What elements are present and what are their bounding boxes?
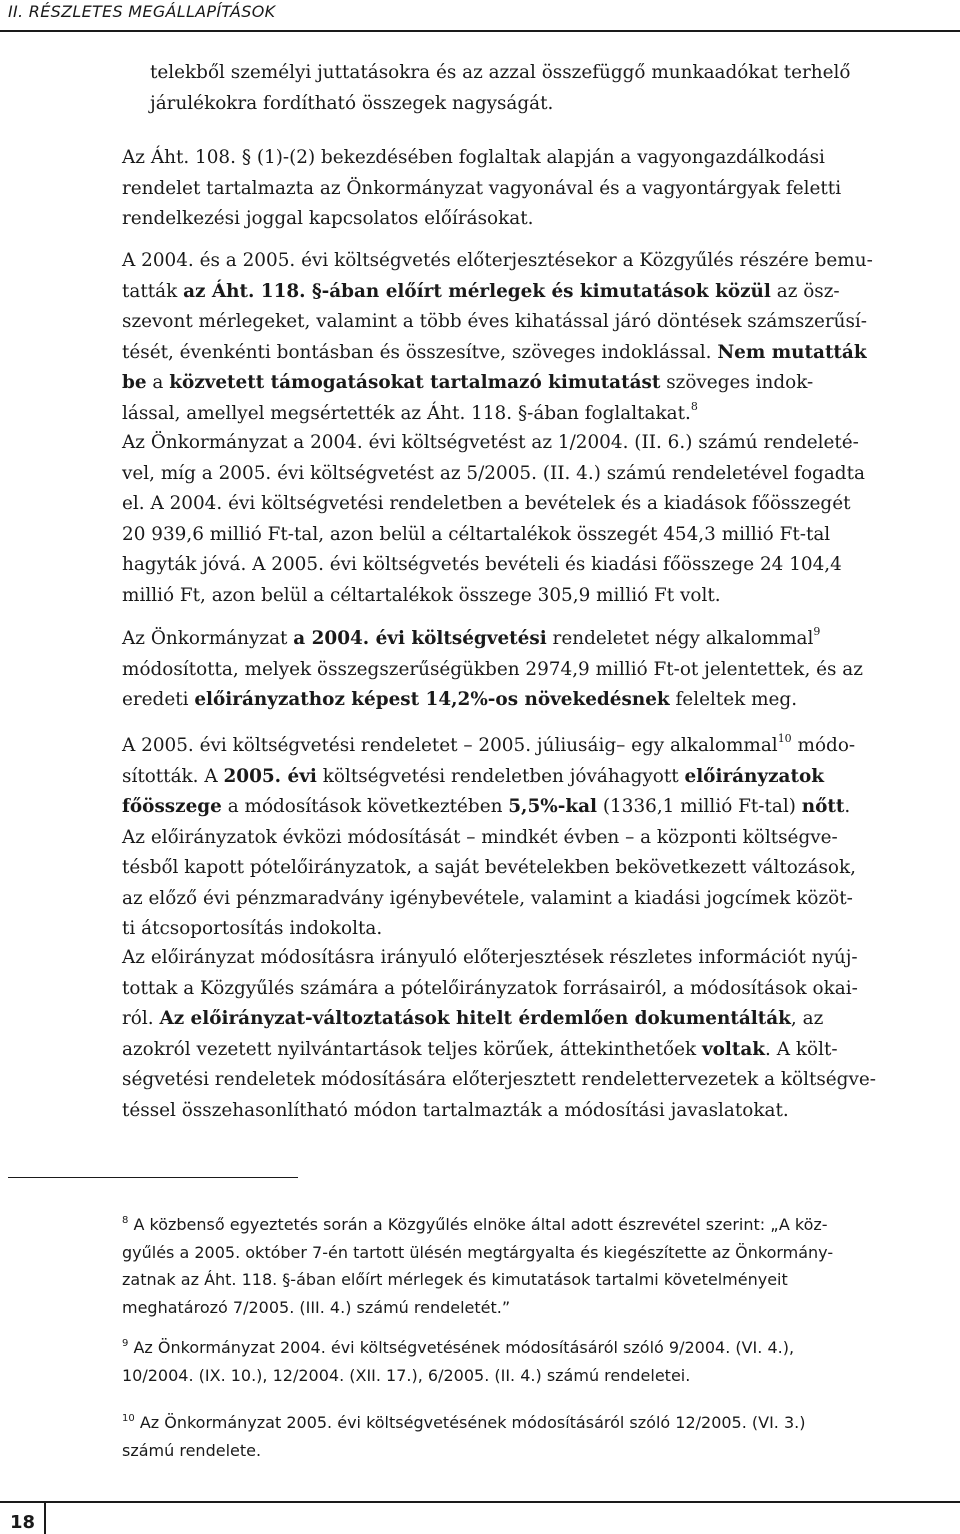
footnote-line — [122, 1409, 952, 1437]
text-line — [122, 685, 952, 716]
footnote-line: gyűlés a 2005. október 7-én tartott ülésén megtárgyalta és kiegészítette az Önkormány- — [122, 1242, 834, 1262]
text-run: A közbenső egyeztetés során a Közgyűlés elnöke által adott észrevétel szerint: „A köz- — [128, 1215, 828, 1234]
text-line: 20 939,6 millió Ft-tal, azon belül a céltartalékok összegét 454,3 millió Ft-tal — [122, 523, 831, 545]
header-divider — [0, 30, 960, 32]
text-run: (1336,1 millió Ft-tal) — [597, 796, 802, 817]
text-run: Az Önkormányzat 2005. évi költségvetésének módosításáról szóló 12/2005. (VI. 3.) — [134, 1413, 806, 1432]
text-line: A 2004. és a 2005. évi költségvetés előterjesztésekor a Közgyűlés részére bemu- — [122, 250, 873, 271]
text-line: az előző évi pénzmaradvány igénybevétele, valamint a kiadási jogcímek közöt- — [122, 887, 853, 909]
text-run: sították. A — [122, 765, 224, 787]
text-line: telekből személyi juttatásokra és az azzal összefüggő munkaadókat terhelő — [150, 62, 851, 83]
chapter-header: II. RÉSZLETES MEGÁLLAPÍTÁSOK — [8, 2, 276, 21]
text-run: a módosítások következtében — [221, 796, 509, 817]
bold-run: az Áht. 118. §-ában előírt mérlegek és kimutatások közül — [183, 280, 771, 302]
text-line: el. A 2004. évi költségvetési rendeletben a bevételek és a kiadások főösszegét — [122, 493, 851, 514]
text-run: tatták — [122, 280, 184, 302]
text-line — [122, 762, 952, 793]
text-line: szevont mérlegeket, valamint a több éves kihatással járó döntések számszerűsí- — [122, 311, 868, 332]
text-line: tésből kapott pótelőirányzatok, a saját bevételekben bekövetkezett változások, — [122, 857, 856, 878]
text-line: tottak a Közgyűlés számára a pótelőirányzatok forrásairól, a módosítások okai- — [122, 977, 858, 999]
paragraph-2 — [122, 143, 952, 235]
footnote-line — [122, 1334, 952, 1362]
footnote-number: 8 — [122, 1215, 129, 1226]
text-line — [122, 277, 952, 308]
text-line: téssel összehasonlítható módon tartalmazták a módosítási javaslatokat. — [122, 1099, 789, 1121]
footnote-9 — [122, 1334, 952, 1389]
text-run: ról. — [122, 1008, 160, 1029]
text-line: ti átcsoportosítás indokolta. — [122, 918, 383, 939]
bold-run: Az előirányzat-változtatások hitelt érdemlően dokumentálták — [159, 1008, 791, 1029]
text-line — [122, 792, 952, 823]
paragraph-5 — [122, 624, 952, 716]
text-line — [122, 399, 952, 430]
paragraph-7 — [122, 943, 952, 1126]
footnote-ref-9[interactable]: 9 — [813, 625, 821, 638]
bold-run: előirányzatok — [684, 765, 824, 787]
bold-run: be — [122, 372, 147, 393]
text-line: rendelet tartalmazta az Önkormányzat vagyonával és a vagyontárgyak feletti — [122, 177, 842, 199]
paragraph-6 — [122, 731, 952, 945]
page-number: 18 — [10, 1512, 36, 1533]
text-line: vel, míg a 2005. évi költségvetést az 5/2005. (II. 4.) számú rendeletével fogadta — [122, 462, 865, 484]
bold-run: nőtt — [801, 796, 845, 817]
text-run: rendeletet négy alkalommal — [546, 628, 814, 649]
footnote-10 — [122, 1409, 952, 1464]
text-line: módosította, melyek összegszerűségükben 2974,9 millió Ft-ot jelentettek, és az — [122, 658, 863, 680]
text-line — [122, 368, 952, 399]
paragraph-3 — [122, 246, 952, 429]
paragraph-1 — [150, 58, 952, 119]
footnote-number: 10 — [122, 1413, 135, 1424]
text-run: azokról vezetett nyilvántartások teljes körűek, áttekinthetőek — [122, 1038, 702, 1060]
text-line: ségvetési rendeletek módosítására előterjesztett rendelettervezetek a költségve- — [122, 1069, 876, 1090]
page-number-divider — [44, 1501, 46, 1534]
footnote-line: 10/2004. (IX. 10.), 12/2004. (XII. 17.), 6/2005. (II. 4.) számú rendeletei. — [122, 1365, 691, 1385]
text-line — [122, 624, 952, 655]
text-line — [122, 1004, 952, 1035]
text-line: Az előirányzatok évközi módosítását – mindkét évben – a központi költségve- — [122, 826, 838, 848]
bold-run: közvetett támogatásokat tartalmazó kimutatást — [169, 372, 661, 393]
footnote-line: számú rendelete. — [122, 1440, 262, 1460]
text-run: . — [844, 796, 851, 817]
bold-run: főösszege — [122, 796, 222, 817]
text-run: módo- — [791, 735, 856, 756]
text-line: rendelkezési joggal kapcsolatos előírásokat. — [122, 208, 534, 229]
bold-run: voltak — [701, 1038, 766, 1060]
text-line: Az előirányzat módosításra irányuló előterjesztések részletes információt nyúj- — [122, 947, 858, 968]
text-run: költségvetési rendeletben jóváhagyott — [316, 765, 685, 787]
footnote-line — [122, 1211, 952, 1239]
footnote-ref-10[interactable]: 10 — [777, 732, 792, 745]
text-run: a — [146, 372, 170, 393]
text-line: hagyták jóvá. A 2005. évi költségvetés bevételi és kiadási főösszege 24 104,4 — [122, 554, 842, 575]
footer-divider — [0, 1501, 960, 1503]
text-line: járulékokra fordítható összegek nagyságát. — [150, 92, 554, 114]
text-line — [122, 338, 952, 369]
text-run: lással, amellyel megsértették az Áht. 118. §-ában foglaltakat. — [122, 402, 691, 424]
bold-run: 2005. évi — [223, 765, 317, 787]
footnote-line: meghatározó 7/2005. (III. 4.) számú rendeletét.” — [122, 1297, 511, 1317]
text-run: feleltek meg. — [669, 689, 798, 710]
footnote-8 — [122, 1211, 952, 1321]
text-run: Az Önkormányzat — [122, 628, 294, 649]
bold-run: Nem mutatták — [717, 341, 867, 363]
text-run: Az Önkormányzat 2004. évi költségvetésének módosításáról szóló 9/2004. (VI. 4.), — [128, 1338, 795, 1357]
text-run: szöveges indok- — [660, 372, 814, 393]
text-run: , az — [790, 1008, 824, 1029]
text-line: millió Ft, azon belül a céltartalékok összege 305,9 millió Ft volt. — [122, 584, 721, 606]
text-line: Az Önkormányzat a 2004. évi költségvetést az 1/2004. (II. 6.) számú rendeleté- — [122, 432, 859, 453]
text-run: az ösz- — [770, 280, 840, 302]
footnote-divider — [8, 1177, 298, 1178]
footnote-number: 9 — [122, 1338, 129, 1349]
text-run: eredeti — [122, 689, 195, 710]
footnote-line: zatnak az Áht. 118. §-ában előírt mérlegek és kimutatások tartalmi követelményeit — [122, 1270, 788, 1289]
bold-run: a 2004. évi költségvetési — [293, 628, 547, 649]
text-run: A 2005. évi költségvetési rendeletet – 2005. júliusáig– egy alkalommal — [122, 735, 778, 756]
text-run: . A költ- — [765, 1038, 838, 1060]
text-run: tését, évenkénti bontásban és összesítve, szöveges indoklással. — [122, 341, 718, 363]
footnote-ref-8[interactable]: 8 — [690, 399, 698, 413]
bold-run: előirányzathoz képest 14,2%-os növekedésnek — [194, 689, 670, 710]
text-line — [122, 1035, 952, 1066]
paragraph-4 — [122, 428, 952, 611]
bold-run: 5,5%-kal — [508, 796, 598, 817]
text-line: Az Áht. 108. § (1)-(2) bekezdésében foglaltak alapján a vagyongazdálkodási — [122, 147, 825, 168]
text-line — [122, 731, 952, 762]
